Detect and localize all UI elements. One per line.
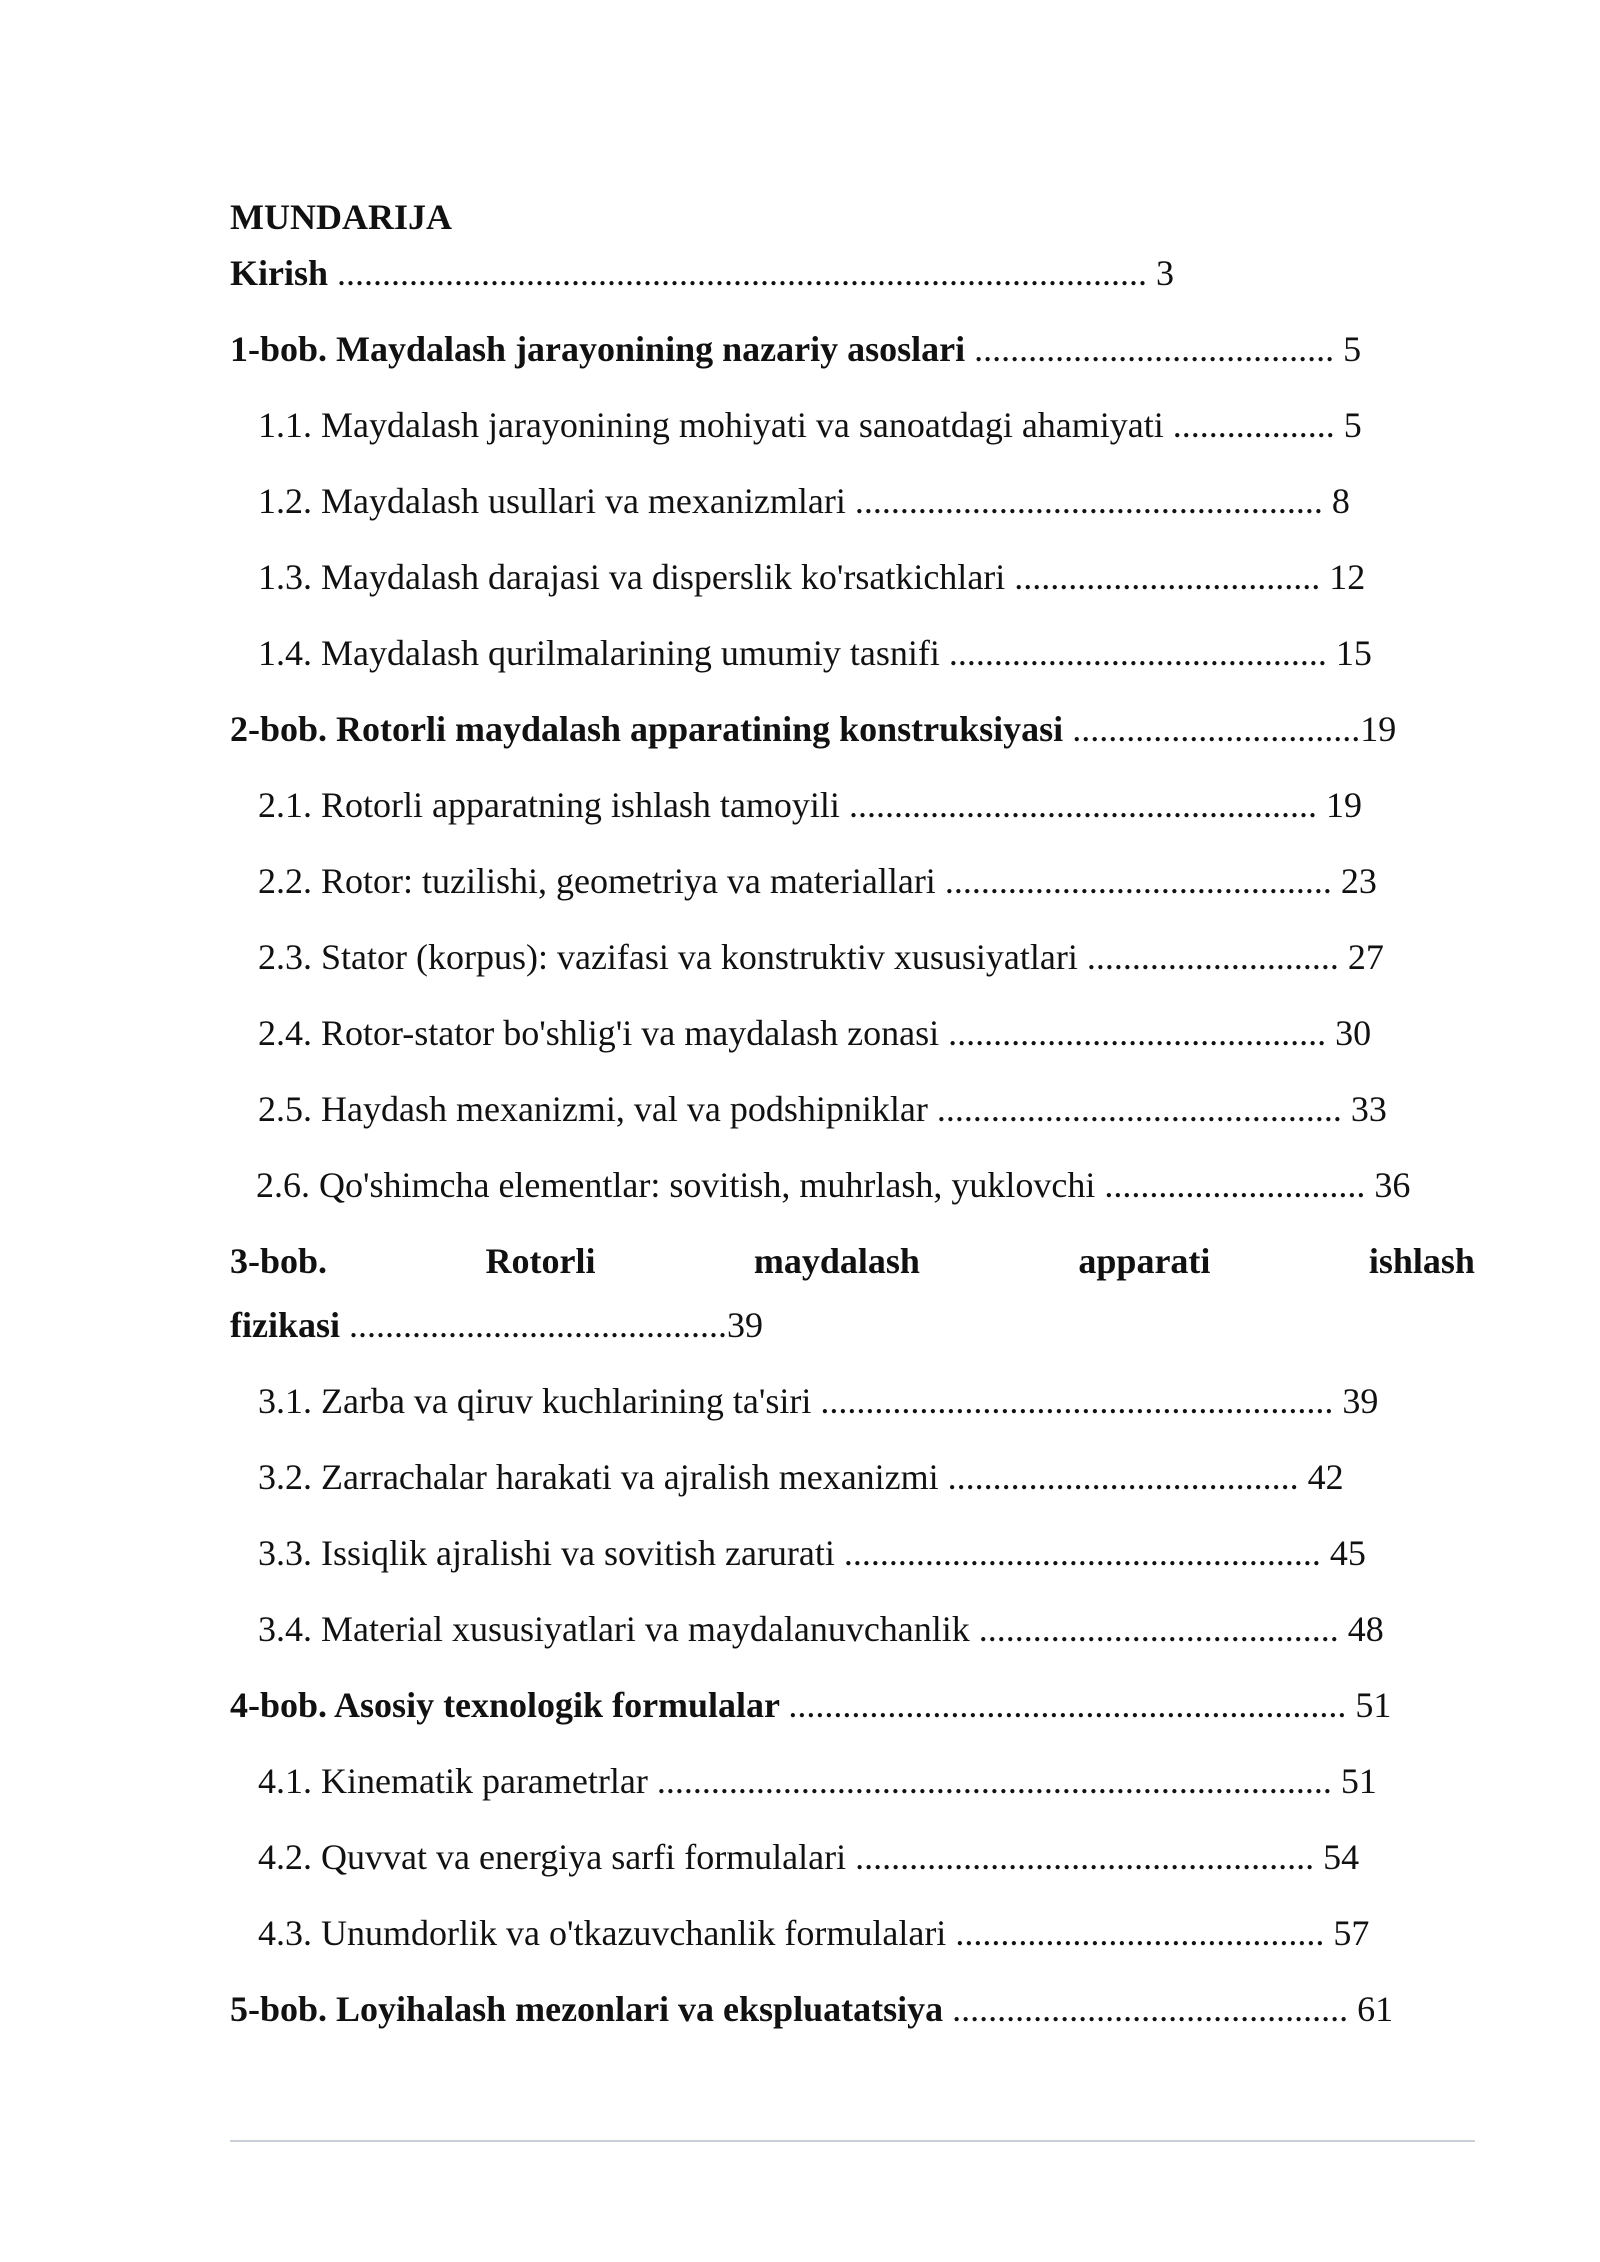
toc-page-number: 45 xyxy=(1320,1533,1366,1573)
toc-entry-3-1[interactable] xyxy=(258,1376,1378,1426)
toc-entry-label: 1.3. Maydalash darajasi va disperslik ko'rsatkichlari xyxy=(258,557,1015,597)
toc-page-number: 27 xyxy=(1338,937,1384,977)
toc-entry-label: 3.2. Zarrachalar harakati va ajralish mexanizmi xyxy=(258,1457,948,1497)
toc-leader: .......................................... xyxy=(948,633,1327,673)
toc-leader: ..................................................... xyxy=(843,1533,1321,1573)
toc-entry-label: 1.4. Maydalash qurilmalarining umumiy tasnifi xyxy=(258,633,949,673)
toc-page-number: 33 xyxy=(1341,1089,1387,1129)
toc-page-number: 5 xyxy=(1334,405,1362,445)
toc-page-number: 51 xyxy=(1331,1761,1377,1801)
toc-entry-label: 3.1. Zarba va qiruv kuchlarining ta'siri xyxy=(258,1381,821,1421)
toc-entry-label: 2.5. Haydash mexanizmi, val va podshipniklar xyxy=(258,1089,937,1129)
toc-entry-label: 5-bob. Loyihalash mezonlari va ekspluatatsiya xyxy=(230,1989,953,2029)
toc-entry-chapter-2[interactable] xyxy=(230,704,1396,754)
toc-entry-label: 2.2. Rotor: tuzilishi, geometriya va materiallari xyxy=(258,861,945,901)
toc-leader: ............................. xyxy=(1104,1165,1366,1205)
toc-leader: .................................................... xyxy=(854,481,1323,521)
toc-word: 3-bob. xyxy=(230,1241,328,1281)
toc-entry-2-6[interactable] xyxy=(256,1160,1410,1210)
toc-entry-chapter-5[interactable] xyxy=(230,1984,1393,2034)
toc-leader: ........................................................................... xyxy=(656,1761,1332,1801)
toc-title: MUNDARIJA xyxy=(230,197,452,237)
toc-page-number: 23 xyxy=(1331,861,1377,901)
toc-entry-label: fizikasi xyxy=(230,1305,350,1345)
toc-entry-label: 2.3. Stator (korpus): vazifasi va konstruktiv xususiyatlari xyxy=(258,937,1087,977)
toc-leader: .................................. xyxy=(1014,557,1321,597)
toc-entry-label: 3.4. Material xususiyatlari va maydalanuvchanlik xyxy=(258,1609,979,1649)
toc-page-number: 5 xyxy=(1334,329,1362,369)
toc-page-number: 36 xyxy=(1365,1165,1411,1205)
toc-entry-2-1[interactable] xyxy=(258,780,1362,830)
toc-leader: ........................................... xyxy=(944,861,1332,901)
toc-word: ishlash xyxy=(1368,1241,1475,1281)
toc-entry-label: 4.1. Kinematik parametrlar xyxy=(258,1761,657,1801)
toc-leader: .......................................... xyxy=(349,1305,728,1345)
toc-entry-label: 2.6. Qo'shimcha elementlar: sovitish, muhrlash, yuklovchi xyxy=(256,1165,1105,1205)
toc-page-number: 57 xyxy=(1324,1913,1370,1953)
toc-entry-2-3[interactable] xyxy=(258,932,1384,982)
toc-entry-3-2[interactable] xyxy=(258,1452,1344,1502)
toc-page-number: 19 xyxy=(1316,785,1362,825)
toc-entry-4-1[interactable] xyxy=(258,1756,1377,1806)
toc-entry-chapter-1[interactable] xyxy=(230,324,1361,374)
toc-page-number: 19 xyxy=(1360,709,1397,749)
toc-entry-label: 2-bob. Rotorli maydalash apparatining konstruksiyasi xyxy=(230,709,1073,749)
toc-page-number: 12 xyxy=(1320,557,1366,597)
toc-page-number: 48 xyxy=(1338,1609,1384,1649)
toc-entry-label: 1.2. Maydalash usullari va mexanizmlari xyxy=(258,481,855,521)
toc-leader: ........................................ xyxy=(978,1609,1339,1649)
toc-leader: .................................................... xyxy=(848,785,1317,825)
toc-leader: ....................................... xyxy=(947,1457,1299,1497)
toc-entry-2-5[interactable] xyxy=(258,1084,1387,1134)
toc-word: maydalash xyxy=(753,1241,920,1281)
toc-entry-3-3[interactable] xyxy=(258,1528,1366,1578)
toc-page-number: 39 xyxy=(727,1305,764,1345)
toc-entry-3-4[interactable] xyxy=(258,1604,1384,1654)
toc-entry-2-2[interactable] xyxy=(258,856,1377,906)
toc-page-number: 15 xyxy=(1326,633,1372,673)
toc-entry-4-2[interactable] xyxy=(258,1832,1359,1882)
footer-divider xyxy=(230,2140,1475,2142)
toc-leader: .................. xyxy=(1172,405,1335,445)
toc-leader: ......................................... xyxy=(955,1913,1325,1953)
toc-entry-chapter-4[interactable] xyxy=(230,1680,1391,1730)
toc-entry-1-1[interactable] xyxy=(258,400,1362,450)
toc-page-number: 51 xyxy=(1346,1685,1392,1725)
toc-entry-label: 1.1. Maydalash jarayonining mohiyati va sanoatdagi ahamiyati xyxy=(258,405,1173,445)
toc-leader: ......................................................... xyxy=(820,1381,1334,1421)
toc-leader: ............................................ xyxy=(952,1989,1349,2029)
toc-entry-chapter-3-line-1[interactable] xyxy=(230,1236,1475,1286)
toc-leader: .............................................................. xyxy=(788,1685,1347,1725)
toc-leader: ........................................ xyxy=(974,329,1335,369)
toc-leader: .......................................... xyxy=(948,1013,1327,1053)
toc-page-number: 61 xyxy=(1348,1989,1394,2029)
toc-page-number: 39 xyxy=(1333,1381,1379,1421)
toc-leader: ............................ xyxy=(1086,937,1339,977)
toc-word: apparati xyxy=(1078,1241,1211,1281)
toc-entry-label: 4.2. Quvvat va energiya sarfi formulalari xyxy=(258,1837,856,1877)
toc-page-number: 30 xyxy=(1326,1013,1372,1053)
toc-leader: ............................................. xyxy=(936,1089,1342,1129)
toc-page-number: 54 xyxy=(1314,1837,1360,1877)
toc-entry-4-3[interactable] xyxy=(258,1908,1369,1958)
toc-page-number: 3 xyxy=(1147,253,1175,293)
toc-entry-label: 1-bob. Maydalash jarayonining nazariy asoslari xyxy=(230,329,975,369)
toc-entry-label: 4-bob. Asosiy texnologik formulalar xyxy=(230,1685,789,1725)
toc-word: Rotorli xyxy=(485,1241,596,1281)
toc-entry-label: 4.3. Unumdorlik va o'tkazuvchanlik formulalari xyxy=(258,1913,956,1953)
toc-entry-kirish[interactable] xyxy=(230,248,1174,298)
toc-entry-1-3[interactable] xyxy=(258,552,1365,602)
toc-leader: ................................ xyxy=(1072,709,1361,749)
toc-page-number: 42 xyxy=(1298,1457,1344,1497)
toc-leader: .......................................................................................... xyxy=(337,253,1148,293)
toc-entry-1-2[interactable] xyxy=(258,476,1350,526)
toc-entry-label: 2.4. Rotor-stator bo'shlig'i va maydalash zonasi xyxy=(258,1013,949,1053)
toc-entry-label: Kirish xyxy=(230,253,338,293)
toc-leader: ................................................... xyxy=(855,1837,1315,1877)
toc-entry-chapter-3-line-2[interactable] xyxy=(230,1300,763,1350)
toc-entry-1-4[interactable] xyxy=(258,628,1372,678)
toc-entry-label: 2.1. Rotorli apparatning ishlash tamoyili xyxy=(258,785,849,825)
toc-entry-2-4[interactable] xyxy=(258,1008,1371,1058)
toc-page-number: 8 xyxy=(1322,481,1350,521)
toc-entry-label: 3.3. Issiqlik ajralishi va sovitish zarurati xyxy=(258,1533,844,1573)
